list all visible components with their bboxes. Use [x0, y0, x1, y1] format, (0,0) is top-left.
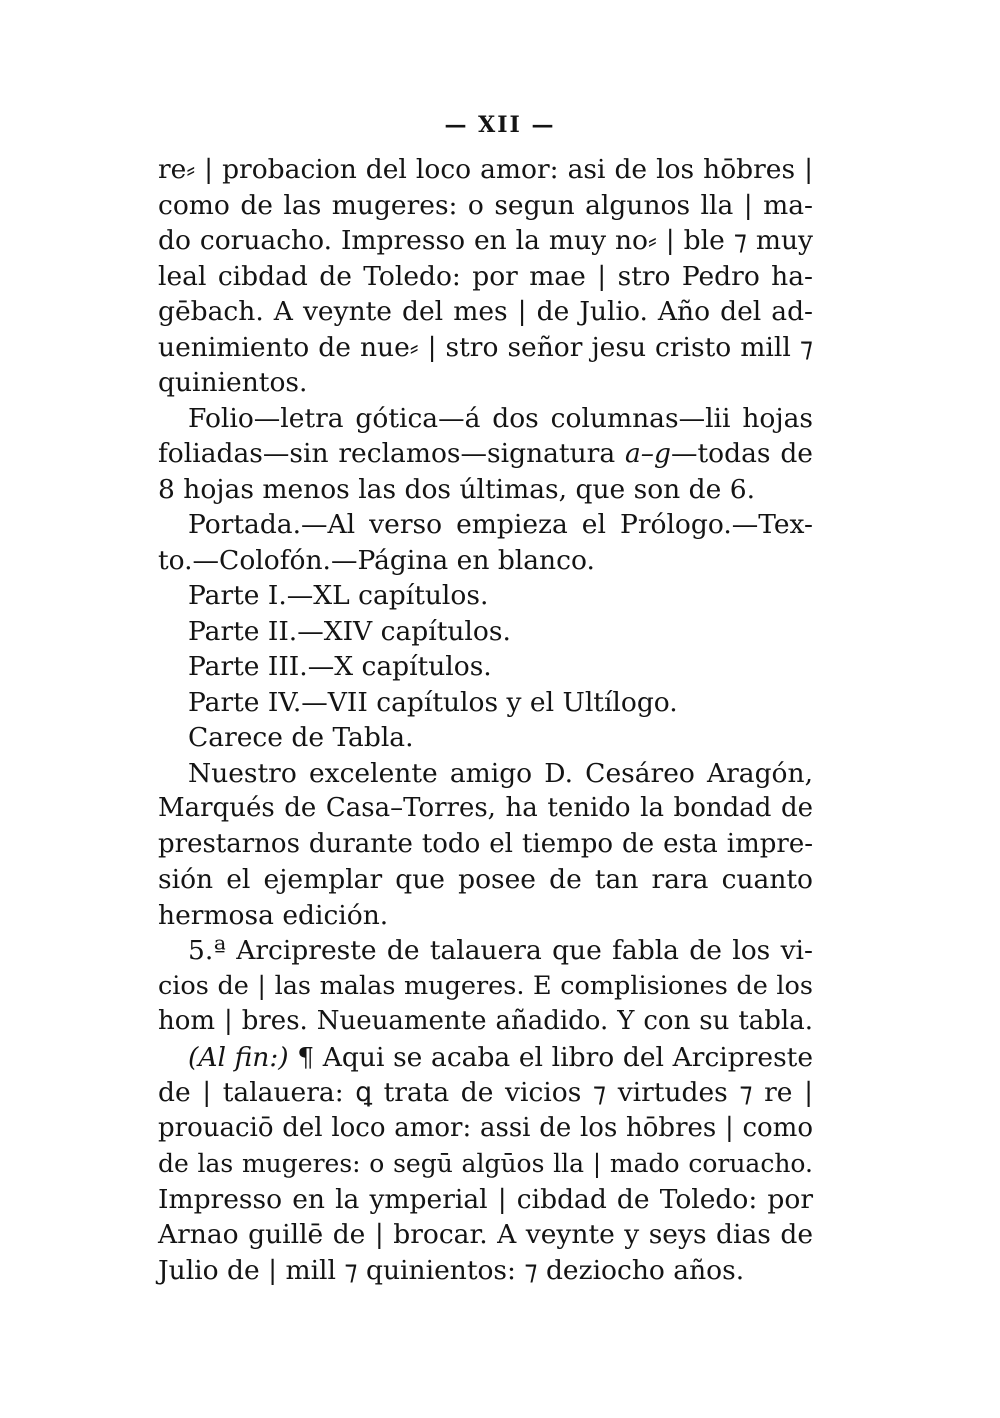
text-line: Parte IV.—VII capítulos y el Ultílogo.	[188, 686, 678, 718]
text-line: de las mugeres: o segū algūos lla | mado coruacho.	[158, 1149, 813, 1178]
text-line: 8 hojas menos las dos últimas, que son de 6.	[158, 473, 756, 505]
text-line: do coruacho. Impresso en la muy no⸗ | ble ⁊ muy	[158, 225, 813, 256]
text-line: prestarnos durante todo el tiempo de esta impre-	[158, 828, 813, 859]
text-fragment: foliadas—sin reclamos—signatura	[158, 438, 625, 469]
text-line: prouaciō del loco amor: assi de los hōbres | como	[158, 1112, 813, 1143]
text-line: de | talauera: ꝗ trata de vicios ⁊ virtudes ⁊ re |	[158, 1077, 813, 1108]
text-line: Marqués de Casa–Torres, ha tenido la bondad de	[158, 793, 813, 823]
text-line: Parte III.—X capítulos.	[188, 651, 492, 682]
text-line: Julio de | mill ⁊ quinientos: ⁊ deziocho años.	[158, 1254, 745, 1286]
text-line: Carece de Tabla.	[188, 722, 414, 753]
signatura-range: a–g	[625, 438, 672, 469]
text-line: leal cibdad de Toledo: por mae | stro Pedro ha-	[158, 260, 813, 292]
body-text	[158, 152, 813, 1288]
text-line: to.—Colofón.—Página en blanco.	[158, 544, 595, 576]
text-line: como de las mugeres: o segun algunos lla | ma-	[158, 189, 813, 221]
text-line: Arnao guillē de | brocar. A veynte y seys dias de	[158, 1219, 813, 1250]
text-line: quinientos.	[158, 367, 308, 398]
text-line: Impresso en la ymperial | cibdad de Toledo: por	[158, 1183, 813, 1215]
text-line: gēbach. A veynte del mes | de Julio. Año del ad-	[158, 296, 813, 327]
text-line: cios de | las malas mugeres. E complisiones de los	[158, 970, 813, 1001]
text-fragment: ¶ Aqui se acaba el libro del Arcipreste	[288, 1041, 814, 1073]
text-line: 5.ª Arcipreste de talauera que fabla de los vi-	[188, 935, 813, 966]
text-line: hermosa edición.	[158, 899, 389, 931]
text-line	[158, 436, 813, 472]
text-line: Portada.—Al verso empieza el Prólogo.—Tex-	[188, 509, 813, 540]
text-fragment: —todas de	[671, 438, 813, 469]
text-line: hom | bres. Nueuamente añadido. Y con su tabla.	[158, 1006, 813, 1036]
text-line: Nuestro excelente amigo D. Cesáreo Aragón,	[188, 757, 813, 789]
text-line: Parte II.—XIV capítulos.	[188, 615, 511, 647]
text-line: uenimiento de nue⸗ | stro señor jesu cristo mill ⁊	[158, 331, 813, 363]
text-line: sión el ejemplar que posee de tan rara cuanto	[158, 864, 813, 895]
text-line: Folio—letra gótica—á dos columnas—lii hojas	[188, 402, 813, 434]
text-line: re⸗ | probacion del loco amor: asi de los hōbres |	[158, 154, 813, 185]
text-line	[158, 1040, 813, 1076]
page-number: — XII —	[444, 112, 556, 138]
al-fin-label: (Al fin:)	[188, 1041, 289, 1073]
text-line: Parte I.—XL capítulos.	[188, 580, 489, 611]
